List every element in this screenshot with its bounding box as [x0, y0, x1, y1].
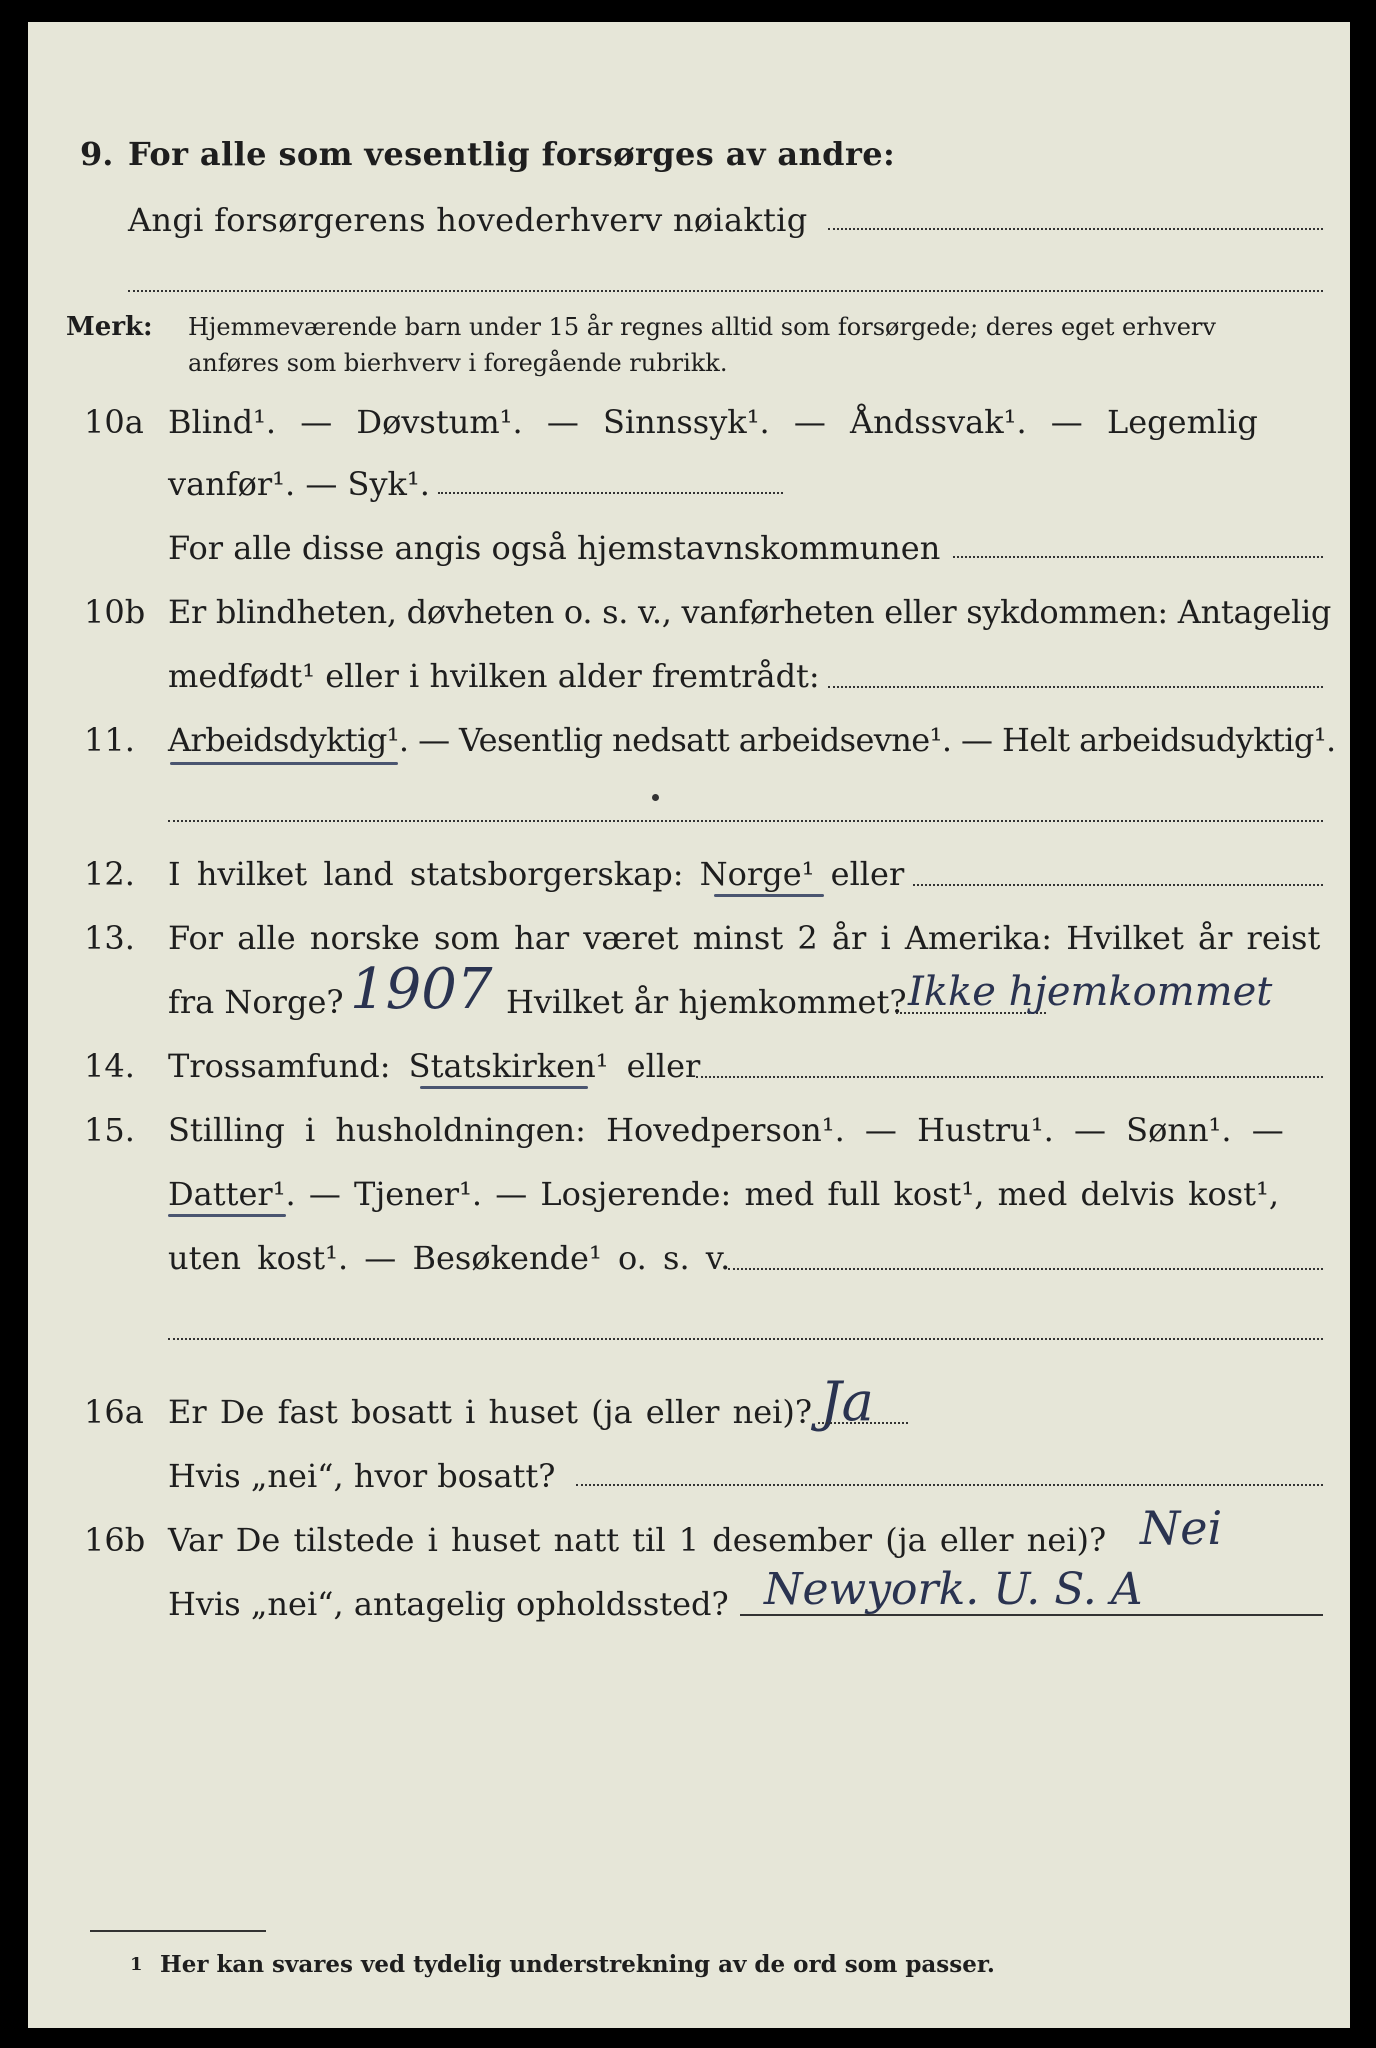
merk-line-2: anføres som bierhverv i foregående rubrikk. [188, 349, 728, 377]
q16a-number: 16a [84, 1393, 144, 1431]
q12-answer-underline [714, 894, 824, 897]
q14-answer-underline [420, 1086, 588, 1089]
q10b-answer-line[interactable] [828, 686, 1323, 688]
q10a-hometown-line[interactable] [953, 556, 1323, 558]
q13-number: 13. [84, 919, 135, 957]
q10b-line-1: Er blindheten, døvheten o. s. v., vanførheten eller sykdommen: Antagelig [168, 593, 1332, 631]
q13-year-answer: 1907 [350, 957, 493, 1022]
merk-line-1: Hjemmeværende barn under 15 år regnes alltid som forsørgede; deres eget erhverv [188, 313, 1216, 341]
q11-extra-line[interactable] [168, 820, 1323, 822]
q9-answer-line[interactable] [828, 228, 1323, 230]
q11-answer-underline [170, 762, 398, 765]
q14-text: Trossamfund: Statskirken¹ eller [168, 1047, 701, 1085]
merk-label: Merk: [66, 312, 153, 342]
q15-line-1: Stilling i husholdningen: Hovedperson¹. — Hustru¹. — Sønn¹. — [168, 1111, 1284, 1149]
q14-number: 14. [84, 1047, 135, 1085]
q12-number: 12. [84, 855, 135, 893]
q10a-number: 10a [84, 403, 144, 441]
q9-question: Angi forsørgerens hovederhverv nøiaktig [128, 201, 808, 239]
q16b-line-2: Hvis „nei“, antagelig opholdssted? [168, 1585, 729, 1623]
q15-answer-line[interactable] [728, 1268, 1323, 1270]
q16a-line-2: Hvis „nei“, hvor bosatt? [168, 1457, 556, 1495]
q13-line-2a: fra Norge? [168, 983, 344, 1021]
q12-answer-line[interactable] [913, 884, 1323, 886]
footnote-text: Her kan svares ved tydelig understrekning av de ord som passer. [160, 1951, 995, 1978]
footnote-mark: 1 [130, 1954, 143, 1975]
q10b-line-2: medfødt¹ eller i hvilken alder fremtrådt: [168, 657, 820, 695]
q9-answer-line-2[interactable] [128, 290, 1323, 292]
q11-number: 11. [84, 721, 135, 759]
q15-answer-underline [168, 1214, 286, 1217]
q15-number: 15. [84, 1111, 135, 1149]
q13-return-answer: Ikke hjemkommet [908, 969, 1273, 1015]
q16a-line-1: Er De fast bosatt i huset (ja eller nei)? [168, 1393, 813, 1431]
q10a-line-3: For alle disse angis også hjemstavnskommunen [168, 529, 941, 567]
q13-line-1: For alle norske som har været minst 2 år i Amerika: Hvilket år reist [168, 919, 1321, 957]
q14-answer-line[interactable] [696, 1076, 1323, 1078]
q15-extra-line[interactable] [168, 1338, 1323, 1340]
q9-number: 9. [80, 135, 114, 173]
q10b-number: 10b [84, 593, 146, 631]
q11-text: Arbeidsdyktig¹. — Vesentlig nedsatt arbeidsevne¹. — Helt arbeidsudyktig¹. [168, 721, 1336, 759]
q16b-line-1: Var De tilstede i huset natt til 1 desember (ja eller nei)? [168, 1521, 1107, 1559]
q9-heading: For alle som vesentlig forsørges av andre: [128, 135, 896, 173]
q10a-answer-line[interactable] [438, 492, 783, 494]
ink-mark [652, 794, 659, 801]
q16a-answer-line[interactable] [818, 1422, 908, 1424]
q16b-number: 16b [84, 1521, 146, 1559]
q15-line-2: Datter¹. — Tjener¹. — Losjerende: med full kost¹, med delvis kost¹, [168, 1175, 1280, 1213]
q16b-answer-location: Newyork. U. S. A [764, 1564, 1143, 1615]
q13-line-2b: Hvilket år hjemkommet? [506, 983, 907, 1021]
q16b-answer-presence: Nei [1140, 1501, 1223, 1555]
q16a-residence-line[interactable] [576, 1484, 1323, 1486]
q15-line-3: uten kost¹. — Besøkende¹ o. s. v. [168, 1239, 731, 1277]
q16a-answer: Ja [820, 1370, 874, 1433]
q10a-line-2: vanfør¹. — Syk¹. [168, 465, 430, 503]
q12-text: I hvilket land statsborgerskap: Norge¹ eller [168, 855, 905, 893]
q10a-line-1: Blind¹. — Døvstum¹. — Sinnssyk¹. — Åndssvak¹. — Legemlig [168, 403, 1258, 441]
census-form-page [28, 22, 1350, 2028]
footnote-rule [90, 1930, 266, 1932]
